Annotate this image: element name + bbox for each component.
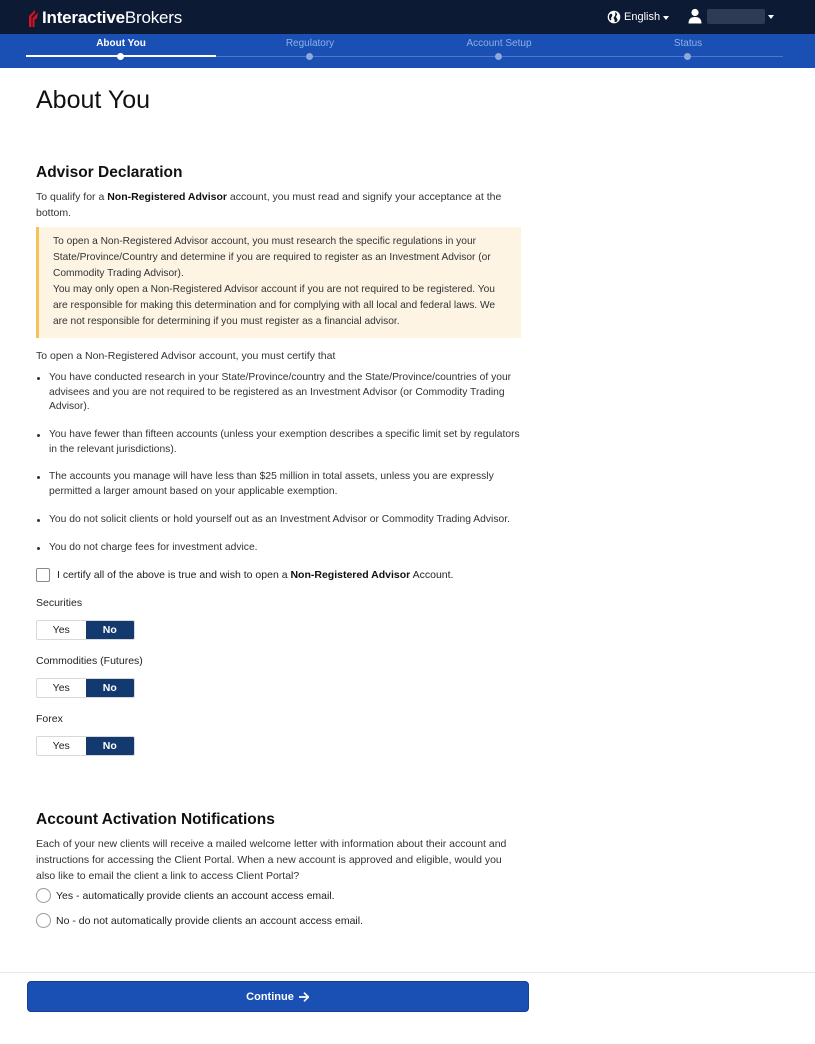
user-menu[interactable] bbox=[688, 6, 774, 26]
language-label: English bbox=[624, 11, 661, 23]
progress-stepper bbox=[0, 34, 815, 68]
brand-name: InteractiveBrokers bbox=[42, 8, 183, 27]
brand-logo-mark-icon bbox=[26, 8, 40, 28]
note-line: You may only open a Non-Registered Advisor account if you are not required to be registered. You are responsible for making this determination and for complying with all local and federal laws. We are not responsible for determining if you must register as a financial advisor. bbox=[53, 284, 496, 327]
list-item: The accounts you manage will have less than $25 million in total assets, unless you are expressly permitted a larger amount based on your applicable exemption. bbox=[36, 470, 526, 513]
warning-note bbox=[36, 227, 521, 338]
step-regulatory[interactable] bbox=[215, 34, 405, 68]
step-label: Account Setup bbox=[466, 38, 532, 49]
step-label: About You bbox=[96, 38, 146, 49]
chevron-down-icon bbox=[663, 16, 669, 20]
commodities-toggle bbox=[36, 678, 135, 698]
radio-button[interactable] bbox=[36, 913, 51, 928]
radio-label: No - do not automatically provide clients an account access email. bbox=[56, 914, 363, 927]
requirements-list bbox=[36, 371, 526, 561]
step-label: Regulatory bbox=[285, 38, 335, 49]
step-dot bbox=[684, 53, 691, 60]
note-line: To open a Non-Registered Advisor account, you must research the specific regulations in your State/Province/Country and determine if you are required to register as an Investment Advisor (or Commodity Trading Advisor). bbox=[53, 236, 491, 279]
list-item: You do not solicit clients or hold yourself out as an Investment Advisor or Commodity Trading Advisor. bbox=[36, 513, 526, 541]
step-label: Status bbox=[673, 38, 703, 49]
forex-label: Forex bbox=[36, 713, 63, 725]
notify-no-option[interactable] bbox=[36, 913, 363, 928]
certify-checkbox-row[interactable] bbox=[36, 568, 453, 582]
list-item: You have fewer than fifteen accounts (unless your exemption describes a specific limit set by regulators in the relevant jurisdictions). bbox=[36, 428, 526, 470]
securities-no-option[interactable]: No bbox=[86, 621, 135, 639]
username-redacted bbox=[707, 9, 765, 24]
top-navbar bbox=[0, 0, 815, 34]
securities-label: Securities bbox=[36, 597, 83, 609]
language-selector[interactable] bbox=[607, 8, 669, 26]
securities-yes-option[interactable]: Yes bbox=[37, 621, 86, 639]
commodities-yes-option[interactable]: Yes bbox=[37, 679, 86, 697]
commodities-no-option[interactable]: No bbox=[86, 679, 135, 697]
commodities-label: Commodities (Futures) bbox=[36, 655, 143, 667]
certify-intro: To open a Non-Registered Advisor account, you must certify that bbox=[36, 350, 336, 362]
footer-divider bbox=[0, 972, 815, 973]
advisor-declaration-title: Advisor Declaration bbox=[36, 164, 183, 181]
step-dot bbox=[495, 53, 502, 60]
forex-yes-option[interactable]: Yes bbox=[37, 737, 86, 755]
notify-yes-option[interactable] bbox=[36, 888, 335, 903]
brand-logo[interactable] bbox=[26, 7, 182, 29]
step-dot bbox=[117, 53, 124, 60]
list-item: You do not charge fees for investment advice. bbox=[36, 541, 526, 561]
globe-icon bbox=[607, 10, 621, 24]
notifications-title: Account Activation Notifications bbox=[36, 811, 275, 828]
step-account-setup[interactable] bbox=[404, 34, 594, 68]
step-dot bbox=[306, 53, 313, 60]
advisor-declaration-intro: To qualify for a Non-Registered Advisor account, you must read and signify your acceptance at the bottom. bbox=[36, 191, 502, 219]
continue-button[interactable] bbox=[27, 981, 529, 1012]
forex-toggle bbox=[36, 736, 135, 756]
radio-button[interactable] bbox=[36, 888, 51, 903]
list-item: You have conducted research in your State/Province/country and the State/Province/countries of your advisees and you are not required to be registered as an Investment Advisor (or Commodity Trading Advisor). bbox=[36, 371, 526, 428]
certify-label: I certify all of the above is true and wish to open a Non-Registered Advisor Account. bbox=[57, 569, 454, 581]
arrow-right-icon bbox=[299, 992, 310, 1002]
continue-label: Continue bbox=[246, 990, 294, 1003]
user-icon bbox=[688, 8, 702, 24]
step-status[interactable] bbox=[593, 34, 783, 68]
chevron-down-icon bbox=[768, 15, 774, 19]
notifications-description: Each of your new clients will receive a mailed welcome letter with information about their account and instructions for accessing the Client Portal. When a new account is approved and eligible, would you also like to email the client a link to access Client Portal? bbox=[36, 838, 507, 882]
certify-checkbox[interactable] bbox=[36, 568, 50, 582]
forex-no-option[interactable]: No bbox=[86, 737, 135, 755]
page-title: About You bbox=[36, 86, 151, 114]
radio-label: Yes - automatically provide clients an account access email. bbox=[56, 889, 335, 902]
step-about-you[interactable] bbox=[26, 34, 216, 68]
securities-toggle bbox=[36, 620, 135, 640]
